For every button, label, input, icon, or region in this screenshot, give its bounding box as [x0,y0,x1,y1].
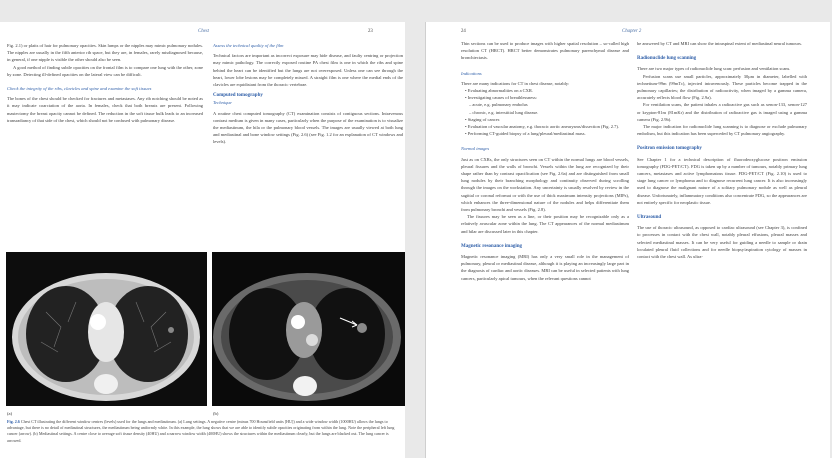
paragraph: A good method of finding subtle opacities on the frontal film is to compare one lung with the other, zone by zone. Detecting ill-defined opacities on the lateral view can be difficult. [7,64,203,77]
paragraph: There are two major types of radionuclide lung scan: perfusion and ventilation scans. [637,66,791,72]
ct-mediastinal-svg [212,252,405,406]
ct-image-lung-window [6,252,207,406]
section-heading: Positron emission tomography [637,146,702,152]
paragraph: The use of thoracic ultrasound, as opposed to cardiac ultrasound (see Chapter 3), is confined to processes in contact with the chest wall, notably pleural effusions, pleural masses and selected mediastinal masses. It can be very useful for guiding a needle to sample or drain loculated pleural fluid collections and for needle biopsy/aspiration cytology of masses in contact with the chest wall. As ultra- [637,225,807,260]
list-item: • Staging of cancer. [465,116,501,122]
paragraph: The bones of the chest should be checked for fractures and metastases. Any rib notching should be noted as it may indicate coarctation of the aorta. In females, check that both breasts are present. Following mastectomy the breast opacity cannot be defined. The reduction in the soft tissue bulk leads to an increased transradiancy of that side of the chest, which should not be confused with pulmonary disease. [7,96,203,123]
paragraph: Fig. 2.1) or plaits of hair for pulmonary opacities. Skin lumps or the nipples may mimic pulmonary nodules. The nipples are usually in the fifth anterior rib space, but they are, in females, rarely misdiagnosed because, in general, if one nipple is visible the other should also be seen. [7,43,203,63]
subheading: Normal images [461,146,490,152]
list-item: • Evaluation of vascular anatomy, e.g. thoracic aortic aneurysms/dissection (Fig. 2.7). [465,124,619,130]
right-page [425,22,830,458]
paragraph: A routine chest computed tomography (CT) examination consists of contiguous sections. Intravenous contrast medium is given in many cases, particularly when the purpose of the examination is to visualize the mediastinum, the hila or the pulmonary blood vessels. The images are usually viewed at both lung and mediastinal and bone window settings (Fig. 2.6) (see Fig. 1.2 for an explanation of CT windows and levels). [213,110,403,145]
paragraph: See Chapter 1 for a technical description of fluorodeoxyglucose positron emission tomography (FDG-PET/CT). FDG is taken up by a number of tumours, notably primary lung cancers, metastases and active lymphomatous tissue. FDG-PET/CT (Fig. 2.10) is used to stage lung cancer or lymphoma and to diagnose recurrent lung cancer. It is also increasingly used to diagnose the malignant nature of a solitary pulmonary nodule as well as pleural disease. Unfortunately, inflammatory conditions also concentrate FDG, so the appearances are not entirely specific for neoplastic tissue. [637,156,807,205]
paragraph: be answered by CT and MRI can show the intraspinal extent of mediastinal neural tumours. [637,41,803,46]
paragraph: There are many indications for CT in chest disease, notably: [461,80,570,86]
caption-text: Chest CT illustrating the different window centres (levels) used for the lungs and mediastinum. (a) Lung settings. A negative centre (minus 700 Hounsfield units [HU]) and a wide window width (1000HU) allows the lungs to advantage, but there is no detail of mediastinal structures, the mediastinum being uniformly white. In this example, the lung shows that we are able to identify subtle opacities originating from within the lung. Note the peripheral left lung cancer (arrow). (b) Mediastinal settings. A centre close to average soft tissue density (40HU) and a narrow window width (400HU) shows the structures within the mediastinum clearly, but the lungs are blacked out. The lung cancer is arrowed. [7,419,395,443]
ct-image-mediastinal-window [212,252,405,406]
subheading: Technique [213,100,232,106]
section-heading: Magnetic resonance imaging [461,243,523,249]
subheading: Indications [461,70,482,76]
section-heading: Radionuclide lung scanning [637,56,697,62]
ct-lung-svg [6,252,207,406]
section-heading: Ultrasound [637,215,662,221]
paragraph: For ventilation scans, the patient inhales a radioactive gas such as xenon-133, xenon-127 or krypton-81m (81mKr) and the distribution of radioactive gas is imaged using a gamma camera (Fig. 2.9b). [637,102,807,122]
page-number: 24 [461,29,466,34]
list-item: • Investigating causes of breathlessness: [465,95,538,101]
page-number: 23 [368,29,373,34]
list-item: • Evaluating abnormalities on a CXR. [465,88,534,94]
right-col-1 [461,40,629,282]
running-head: Chapter 2 [622,29,642,34]
section-heading: Computed tomography [213,93,263,99]
paragraph: Thin sections can be used to produce images with higher spatial resolution – so-called high resolution CT (HRCT). HRCT better demonstrates pulmonary parenchymal disease and bronchiectasis. [461,41,629,61]
subheading: Assess the technical quality of the film [213,43,284,48]
paragraph: The fissures may be seen as a line, or their position may be recognizable only as a relatively avascular zone within the lung. The CT appearances of the normal mediastinum and hilar are discussed later in this chapter. [461,214,629,234]
paragraph: Just as on CXRs, the only structures seen on CT within the normal lungs are blood vessels, pleural fissures and the walls of bronchi. Vessels within the lung are recognized by their shape rather than by contrast opacification (see Fig. 2.6a) and are distinguished from small lung nodules by their branching morphology and continuity observed during scrolling through the images on the workstation. Any uncertainty is usually resolved by review in the sagittal or coronal reformat or with the use of thick maximum intensity projections (MIPs), which enhances the three-dimensional nature of the nodules and helps differentiate them from pulmonary bronchi and vessels (Fig. 2.8). [461,156,629,213]
list-item: – acute, e.g. pulmonary embolus [469,102,528,108]
figure-reference: Fig. 2.6 [7,419,20,424]
list-item: – chronic, e.g. interstitial lung disease. [469,109,539,115]
left-col-2 [213,42,403,146]
right-col-2 [637,40,807,260]
figure-caption [7,419,401,444]
paragraph: Technical factors are important as incorrect exposure may hide disease, and faulty centring or projection may mimic pathology. The correctly exposed routine PA chest film is one in which the ribs and spine behind the heart can be identified but the lungs are not overexposed. Unless one can see through the heart, lower lobe lesions may be completely missed. A straight film is one where the medial ends of the clavicles are equidistant from the thoracic vertebrae. [213,53,403,88]
paragraph: Magnetic resonance imaging (MRI) has only a very small role in the management of pulmonary, pleural or mediastinal disease, although it is playing an increasingly large part in the diagnosis of cardiac and aortic diseases. MRI can be useful in selected patients with lung cancers, particularly apical tumours, when the relevant questions cannot [461,254,629,281]
panel-label-a: (a) [7,411,13,416]
running-head: Chest [198,29,209,34]
left-col-1 [7,42,203,124]
subheading: Check the integrity of the ribs, clavicles and spine and examine the soft tissues [7,86,152,92]
left-page [0,22,405,458]
list-item: • Performing CT-guided biopsy of a lung/pleural/mediastinal mass. [465,131,586,137]
panel-label-b: (b) [213,411,219,416]
paragraph: Perfusion scans use small particles, approximately 30μm in diameter, labelled with technetium-99m (99mTc), injected intravenously. These particles become trapped in the pulmonary capillaries; the distribution of radioactivity, when imaged by a gamma camera, accurately reflects blood flow (Fig. 2.9a). [637,73,807,101]
paragraph: The major indication for radionuclide lung scanning is to diagnose or exclude pulmonary embolism, but this indication has been superceded by CT pulmonary angiography. [637,124,807,137]
